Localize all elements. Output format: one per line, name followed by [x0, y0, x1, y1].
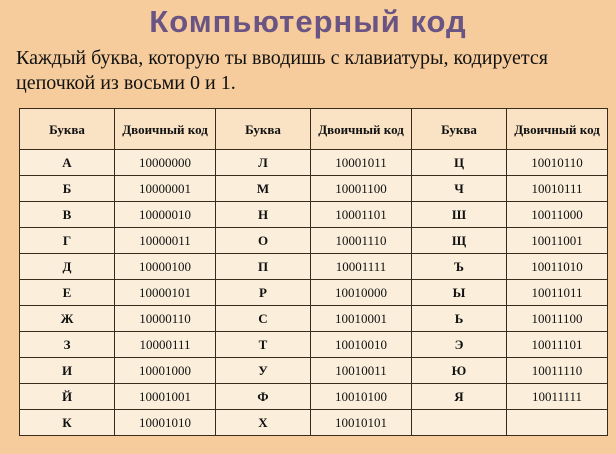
letter-cell: Ь — [412, 306, 507, 332]
binary-code-cell: 10010111 — [507, 176, 608, 202]
letter-cell: З — [20, 332, 115, 358]
letter-cell: Й — [20, 384, 115, 410]
binary-code-cell: 10001001 — [115, 384, 216, 410]
letter-cell: Ъ — [412, 254, 507, 280]
binary-code-cell: 10011111 — [507, 384, 608, 410]
table-row — [20, 306, 608, 332]
letter-cell: К — [20, 410, 115, 436]
letter-cell: Г — [20, 228, 115, 254]
letter-cell — [412, 410, 507, 436]
column-header-letter: Буква — [216, 109, 311, 150]
letter-cell: О — [216, 228, 311, 254]
binary-code-cell: 10001100 — [311, 176, 412, 202]
binary-code-cell: 10011100 — [507, 306, 608, 332]
table-row — [20, 410, 608, 436]
letter-cell: С — [216, 306, 311, 332]
table-row — [20, 332, 608, 358]
letter-cell: Т — [216, 332, 311, 358]
letter-cell: Ч — [412, 176, 507, 202]
letter-cell: М — [216, 176, 311, 202]
binary-code-cell: 10011011 — [507, 280, 608, 306]
letter-cell: Л — [216, 150, 311, 176]
letter-cell: Р — [216, 280, 311, 306]
letter-cell: Ж — [20, 306, 115, 332]
letter-cell: Щ — [412, 228, 507, 254]
binary-code-cell: 10000101 — [115, 280, 216, 306]
letter-cell: В — [20, 202, 115, 228]
binary-code-cell — [507, 410, 608, 436]
binary-code-cell: 10000010 — [115, 202, 216, 228]
binary-code-cell: 10000001 — [115, 176, 216, 202]
letter-cell: Д — [20, 254, 115, 280]
letter-cell: Ц — [412, 150, 507, 176]
table-row — [20, 228, 608, 254]
binary-code-cell: 10011010 — [507, 254, 608, 280]
table-row — [20, 150, 608, 176]
binary-code-cell: 10001011 — [311, 150, 412, 176]
letter-cell: Ф — [216, 384, 311, 410]
table-row — [20, 254, 608, 280]
binary-code-cell: 10001111 — [311, 254, 412, 280]
table-row — [20, 202, 608, 228]
binary-code-cell: 10010010 — [311, 332, 412, 358]
letter-cell: Ы — [412, 280, 507, 306]
binary-code-table — [19, 108, 608, 436]
letter-cell: П — [216, 254, 311, 280]
letter-cell: Э — [412, 332, 507, 358]
table-body — [20, 150, 608, 436]
intro-text: Каждый буква, которую ты вводишь с клавиатуры, кодируется цепочкой из восьми 0 и 1. — [16, 47, 548, 94]
binary-code-cell: 10001000 — [115, 358, 216, 384]
letter-cell: Е — [20, 280, 115, 306]
letter-cell: Я — [412, 384, 507, 410]
binary-code-cell: 10010110 — [507, 150, 608, 176]
page-title: Компьютерный код — [149, 4, 467, 39]
table-row — [20, 176, 608, 202]
binary-code-cell: 10000111 — [115, 332, 216, 358]
binary-code-cell: 10001110 — [311, 228, 412, 254]
column-header-letter: Буква — [412, 109, 507, 150]
table-row — [20, 280, 608, 306]
binary-code-cell: 10010011 — [311, 358, 412, 384]
letter-cell: И — [20, 358, 115, 384]
letter-cell: Ш — [412, 202, 507, 228]
column-header-code: Двоичный код — [115, 109, 216, 150]
binary-code-cell: 10001101 — [311, 202, 412, 228]
letter-cell: У — [216, 358, 311, 384]
binary-code-cell: 10011101 — [507, 332, 608, 358]
binary-code-cell: 10010001 — [311, 306, 412, 332]
binary-code-cell: 10000110 — [115, 306, 216, 332]
binary-code-cell: 10010101 — [311, 410, 412, 436]
binary-code-cell: 10001010 — [115, 410, 216, 436]
binary-code-cell: 10011110 — [507, 358, 608, 384]
column-header-code: Двоичный код — [311, 109, 412, 150]
letter-cell: Х — [216, 410, 311, 436]
letter-cell: Н — [216, 202, 311, 228]
binary-code-cell: 10011001 — [507, 228, 608, 254]
binary-code-cell: 10010100 — [311, 384, 412, 410]
binary-code-cell: 10010000 — [311, 280, 412, 306]
binary-code-cell: 10011000 — [507, 202, 608, 228]
column-header-letter: Буква — [20, 109, 115, 150]
table-row — [20, 358, 608, 384]
table-header-row — [20, 109, 608, 150]
letter-cell: Ю — [412, 358, 507, 384]
binary-code-cell: 10000011 — [115, 228, 216, 254]
table-row — [20, 384, 608, 410]
letter-cell: Б — [20, 176, 115, 202]
binary-code-cell: 10000100 — [115, 254, 216, 280]
column-header-code: Двоичный код — [507, 109, 608, 150]
binary-code-cell: 10000000 — [115, 150, 216, 176]
letter-cell: А — [20, 150, 115, 176]
